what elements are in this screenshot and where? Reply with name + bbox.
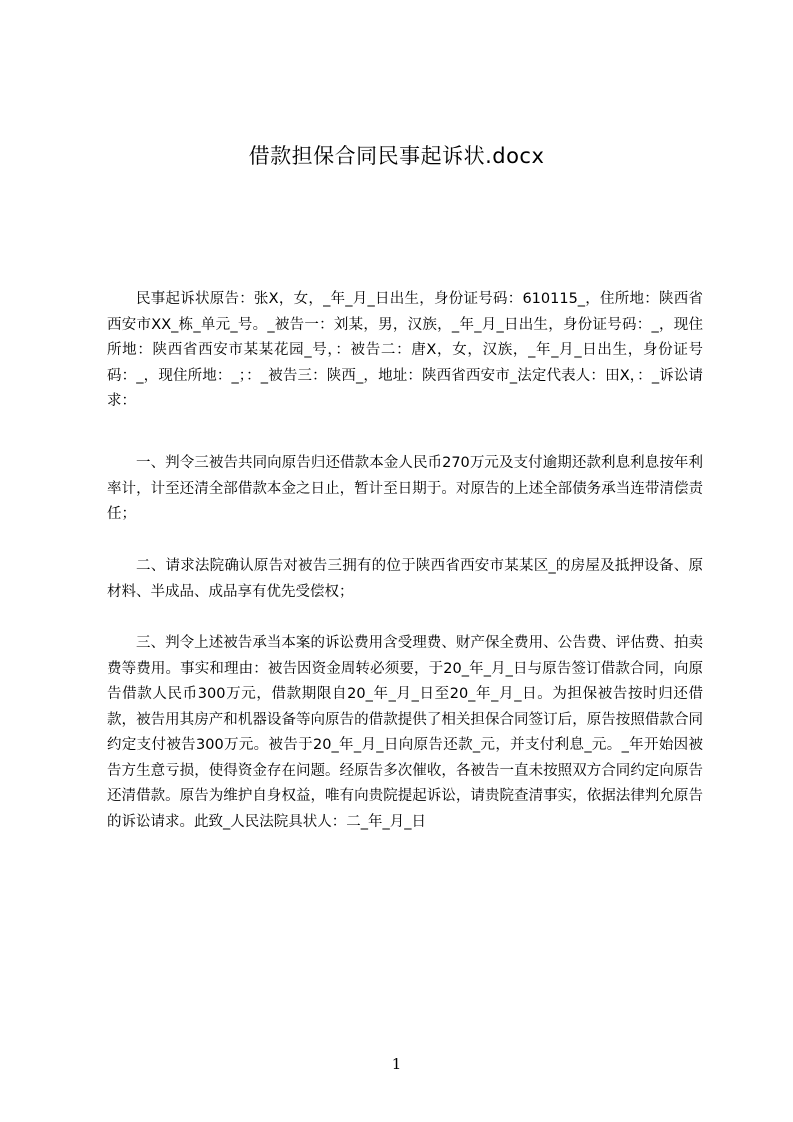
document-title: 借款担保合同民事起诉状.docx: [248, 144, 545, 168]
paragraph-complaint-parties: 民事起诉状原告：张X，女，_年_月_日出生，身份证号码：610115_，住所地：陕西省西安市XX_栋_单元_号。_被告一：刘某，男，汉族，_年_月_日出生，身份证号码：_，现住所地：陕西省西安市某某花园_号，：被告二：唐X，女，汉族，_年_月_日出生，身份证号码：_，现住所地：_；：_被告三：陕西_，地址：陕西省西安市_法定代表人：田X，：_诉讼请求：: [107, 291, 703, 409]
paragraph-claim-three-facts: 三、判令上述被告承当本案的诉讼费用含受理费、财产保全费用、公告费、评估费、拍卖费等费用。事实和理由：被告因资金周转必须要，于20_年_月_日与原告签订借款合同，向原告借款人民币300万元，借款期限自20_年_月_日至20_年_月_日。为担保被告按时归还借款，被告用其房产和机器设备等向原告的借款提供了相关担保合同签订后，原告按照借款合同约定支付被告300万元。被告于20_年_月_日向原告还款_元，并支付利息_元。_年开始因被告方生意亏损，使得资金存在问题。经原告多次催收，各被告一直未按照双方合同约定向原告还清借款。原告为维护自身权益，唯有向贵院提起诉讼，请贵院查清事实，依据法律判允原告的诉讼请求。此致_人民法院具状人：二_年_月_日: [107, 635, 703, 830]
paragraph-claim-two: 二、请求法院确认原告对被告三拥有的位于陕西省西安市某某区_的房屋及抵押设备、原材料、半成品、成品享有优先受偿权；: [107, 558, 703, 600]
paragraph-claim-one: 一、判令三被告共同向原告归还借款本金人民币270万元及支付逾期还款利息利息按年利率计，计至还清全部借款本金之日止，暂计至日期于。对原告的上述全部债务承当连带清偿责任；: [107, 455, 703, 522]
page-number: 1: [391, 1055, 402, 1073]
